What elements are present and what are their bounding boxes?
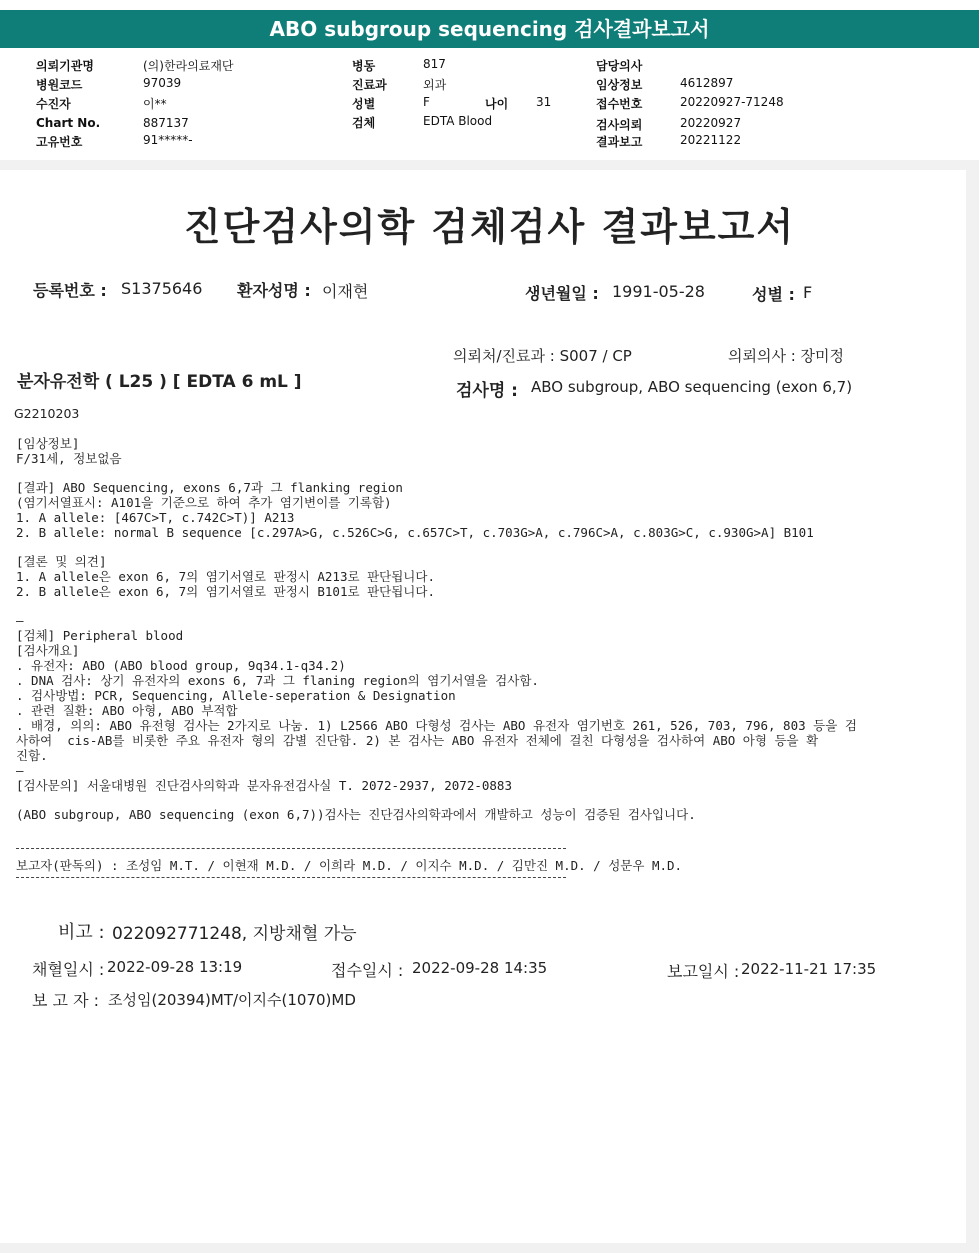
label-patient: 수진자 xyxy=(36,97,71,111)
label-unique-id: 고유번호 xyxy=(36,135,83,149)
label-ward: 병동 xyxy=(352,59,376,73)
body-line: [검사문의] 서울대병원 진단검사의학과 분자유전검사실 T. 2072-2937, 2072-0883 xyxy=(16,778,512,793)
body-line: [임상정보] xyxy=(16,436,80,451)
section-title: 분자유전학 ( L25 ) [ EDTA 6 mL ] xyxy=(17,372,302,392)
body-line: 진함. xyxy=(16,748,48,763)
value-specimen: EDTA Blood xyxy=(423,114,493,128)
value-clinical-info: 4612897 xyxy=(680,76,734,90)
body-line: . DNA 검사: 상기 유전자의 exons 6, 7과 그 flaning region의 염기서열을 검사함. xyxy=(16,673,539,688)
value-receipt-no: 20220927-71248 xyxy=(680,95,784,109)
body-line: . 배경, 의의: ABO 유전형 검사는 2가지로 나눔. 1) L2566 ABO 다형성 검사는 ABO 유전자 염기번호 261, 526, 703, 796, 803 등을 검 xyxy=(16,718,857,733)
body-line: [결과] ABO Sequencing, exons 6,7과 그 flanking region xyxy=(16,480,403,495)
value-chart-no: 887137 xyxy=(143,116,189,130)
value-unique-id: 91*****- xyxy=(143,133,193,147)
value-report-time: 2022-11-21 17:35 xyxy=(741,960,877,978)
body-line: . 유전자: ABO (ABO blood group, 9q34.1-q34.2) xyxy=(16,658,346,673)
value-test-request: 20220927 xyxy=(680,116,742,130)
body-line: (염기서열표시: A101을 기준으로 하여 추가 염기변이를 기록함) xyxy=(16,495,392,510)
value-ward: 817 xyxy=(423,57,446,71)
label-report-time: 보고일시 : xyxy=(667,962,740,981)
report-title: 진단검사의학 검체검사 결과보고서 xyxy=(183,205,796,249)
body-line: — xyxy=(16,613,24,628)
body-line: [결론 및 의견] xyxy=(16,554,107,569)
body-line: . 관련 질환: ABO 아형, ABO 부적합 xyxy=(16,703,238,718)
label-attending-doctor: 담당의사 xyxy=(596,59,643,73)
label-chart-no: Chart No. xyxy=(36,116,101,130)
value-hospital-code: 97039 xyxy=(143,76,182,90)
label-reporter: 보 고 자 : xyxy=(32,991,100,1010)
body-line: [검사개요] xyxy=(16,643,80,658)
label-age: 나이 xyxy=(485,97,509,111)
body-line: 사하여 cis-AB를 비롯한 주요 유전자 형의 감별 진단함. 2) 본 검사는 ABO 유전자 전체에 걸친 다형성을 검사하여 ABO 아형 등을 확 xyxy=(16,733,819,748)
specimen-code: G2210203 xyxy=(14,406,80,421)
value-sex-main: F xyxy=(803,283,813,302)
report-banner-title: ABO subgroup sequencing 검사결과보고서 xyxy=(0,10,979,48)
body-line: 1. A allele: [467C>T, c.742C>T)] A213 xyxy=(16,510,295,525)
label-requesting-institution: 의뢰기관명 xyxy=(36,59,94,73)
label-specimen: 검체 xyxy=(352,116,376,130)
value-requesting-institution: (의)한라의료재단 xyxy=(143,59,234,73)
label-hospital-code: 병원코드 xyxy=(36,78,83,92)
label-sex: 성별 xyxy=(352,97,376,111)
label-result-report: 결과보고 xyxy=(596,135,643,149)
body-line: 2. B allele은 exon 6, 7의 염기서열로 판정시 B101로 판단됩니다. xyxy=(16,584,435,599)
label-collect-time: 채혈일시 : xyxy=(32,960,105,979)
dept-line: 의뢰처/진료과 : S007 / CP xyxy=(453,347,632,365)
body-line: . 검사방법: PCR, Sequencing, Allele-seperation & Designation xyxy=(16,688,456,703)
value-reporter: 조성임(20394)MT/이지수(1070)MD xyxy=(108,991,356,1009)
label-clinical-info: 임상정보 xyxy=(596,78,643,92)
value-registration-no: S1375646 xyxy=(121,279,203,298)
label-receive-time: 접수일시 : xyxy=(331,961,404,980)
value-sex: F xyxy=(423,95,430,109)
label-birthdate: 생년월일 : xyxy=(525,284,599,303)
value-receive-time: 2022-09-28 14:35 xyxy=(412,959,548,977)
value-age: 31 xyxy=(536,95,552,109)
label-registration-no: 등록번호 : xyxy=(33,281,107,300)
label-sex-main: 성별 : xyxy=(752,285,795,304)
body-line: — xyxy=(16,763,24,778)
value-patient-name: 이재현 xyxy=(322,282,369,301)
value-department: 외과 xyxy=(423,78,447,92)
label-remark: 비고 : xyxy=(58,922,105,943)
label-test-name: 검사명 : xyxy=(456,381,518,401)
reporter-line: 보고자(판독의) : 조성임 M.T. / 이현재 M.D. / 이희라 M.D. / 이지수 M.D. / 김만진 M.D. / 성문우 M.D. xyxy=(16,858,683,873)
divider-rule xyxy=(16,848,566,849)
value-test-name: ABO subgroup, ABO sequencing (exon 6,7) xyxy=(531,378,853,396)
body-line: [검체] Peripheral blood xyxy=(16,628,184,643)
label-department: 진료과 xyxy=(352,78,387,92)
section-divider xyxy=(0,160,979,170)
body-line: 2. B allele: normal B sequence [c.297A>G, c.526C>G, c.657C>T, c.703G>A, c.796C>A, c.803G>C, c.930G>A] B101 xyxy=(16,525,814,540)
value-result-report: 20221122 xyxy=(680,133,742,147)
label-receipt-no: 접수번호 xyxy=(596,97,643,111)
page-bottom-band xyxy=(0,1243,979,1253)
label-patient-name: 환자성명 : xyxy=(237,281,311,300)
body-line: (ABO subgroup, ABO sequencing (exon 6,7))검사는 진단검사의학과에서 개발하고 성능이 검증된 검사입니다. xyxy=(16,807,696,822)
label-test-request: 검사의뢰 xyxy=(596,118,643,132)
value-patient: 이** xyxy=(143,97,167,111)
body-line: F/31세, 정보없음 xyxy=(16,451,122,466)
value-collect-time: 2022-09-28 13:19 xyxy=(107,958,243,976)
divider-rule xyxy=(16,877,566,878)
body-line: 1. A allele은 exon 6, 7의 염기서열로 판정시 A213로 판단됩니다. xyxy=(16,569,435,584)
value-remark: 022092771248, 지방채혈 가능 xyxy=(112,924,357,944)
doctor-line: 의뢰의사 : 장미정 xyxy=(728,347,845,365)
page-edge xyxy=(966,170,979,1253)
value-birthdate: 1991-05-28 xyxy=(612,282,705,301)
